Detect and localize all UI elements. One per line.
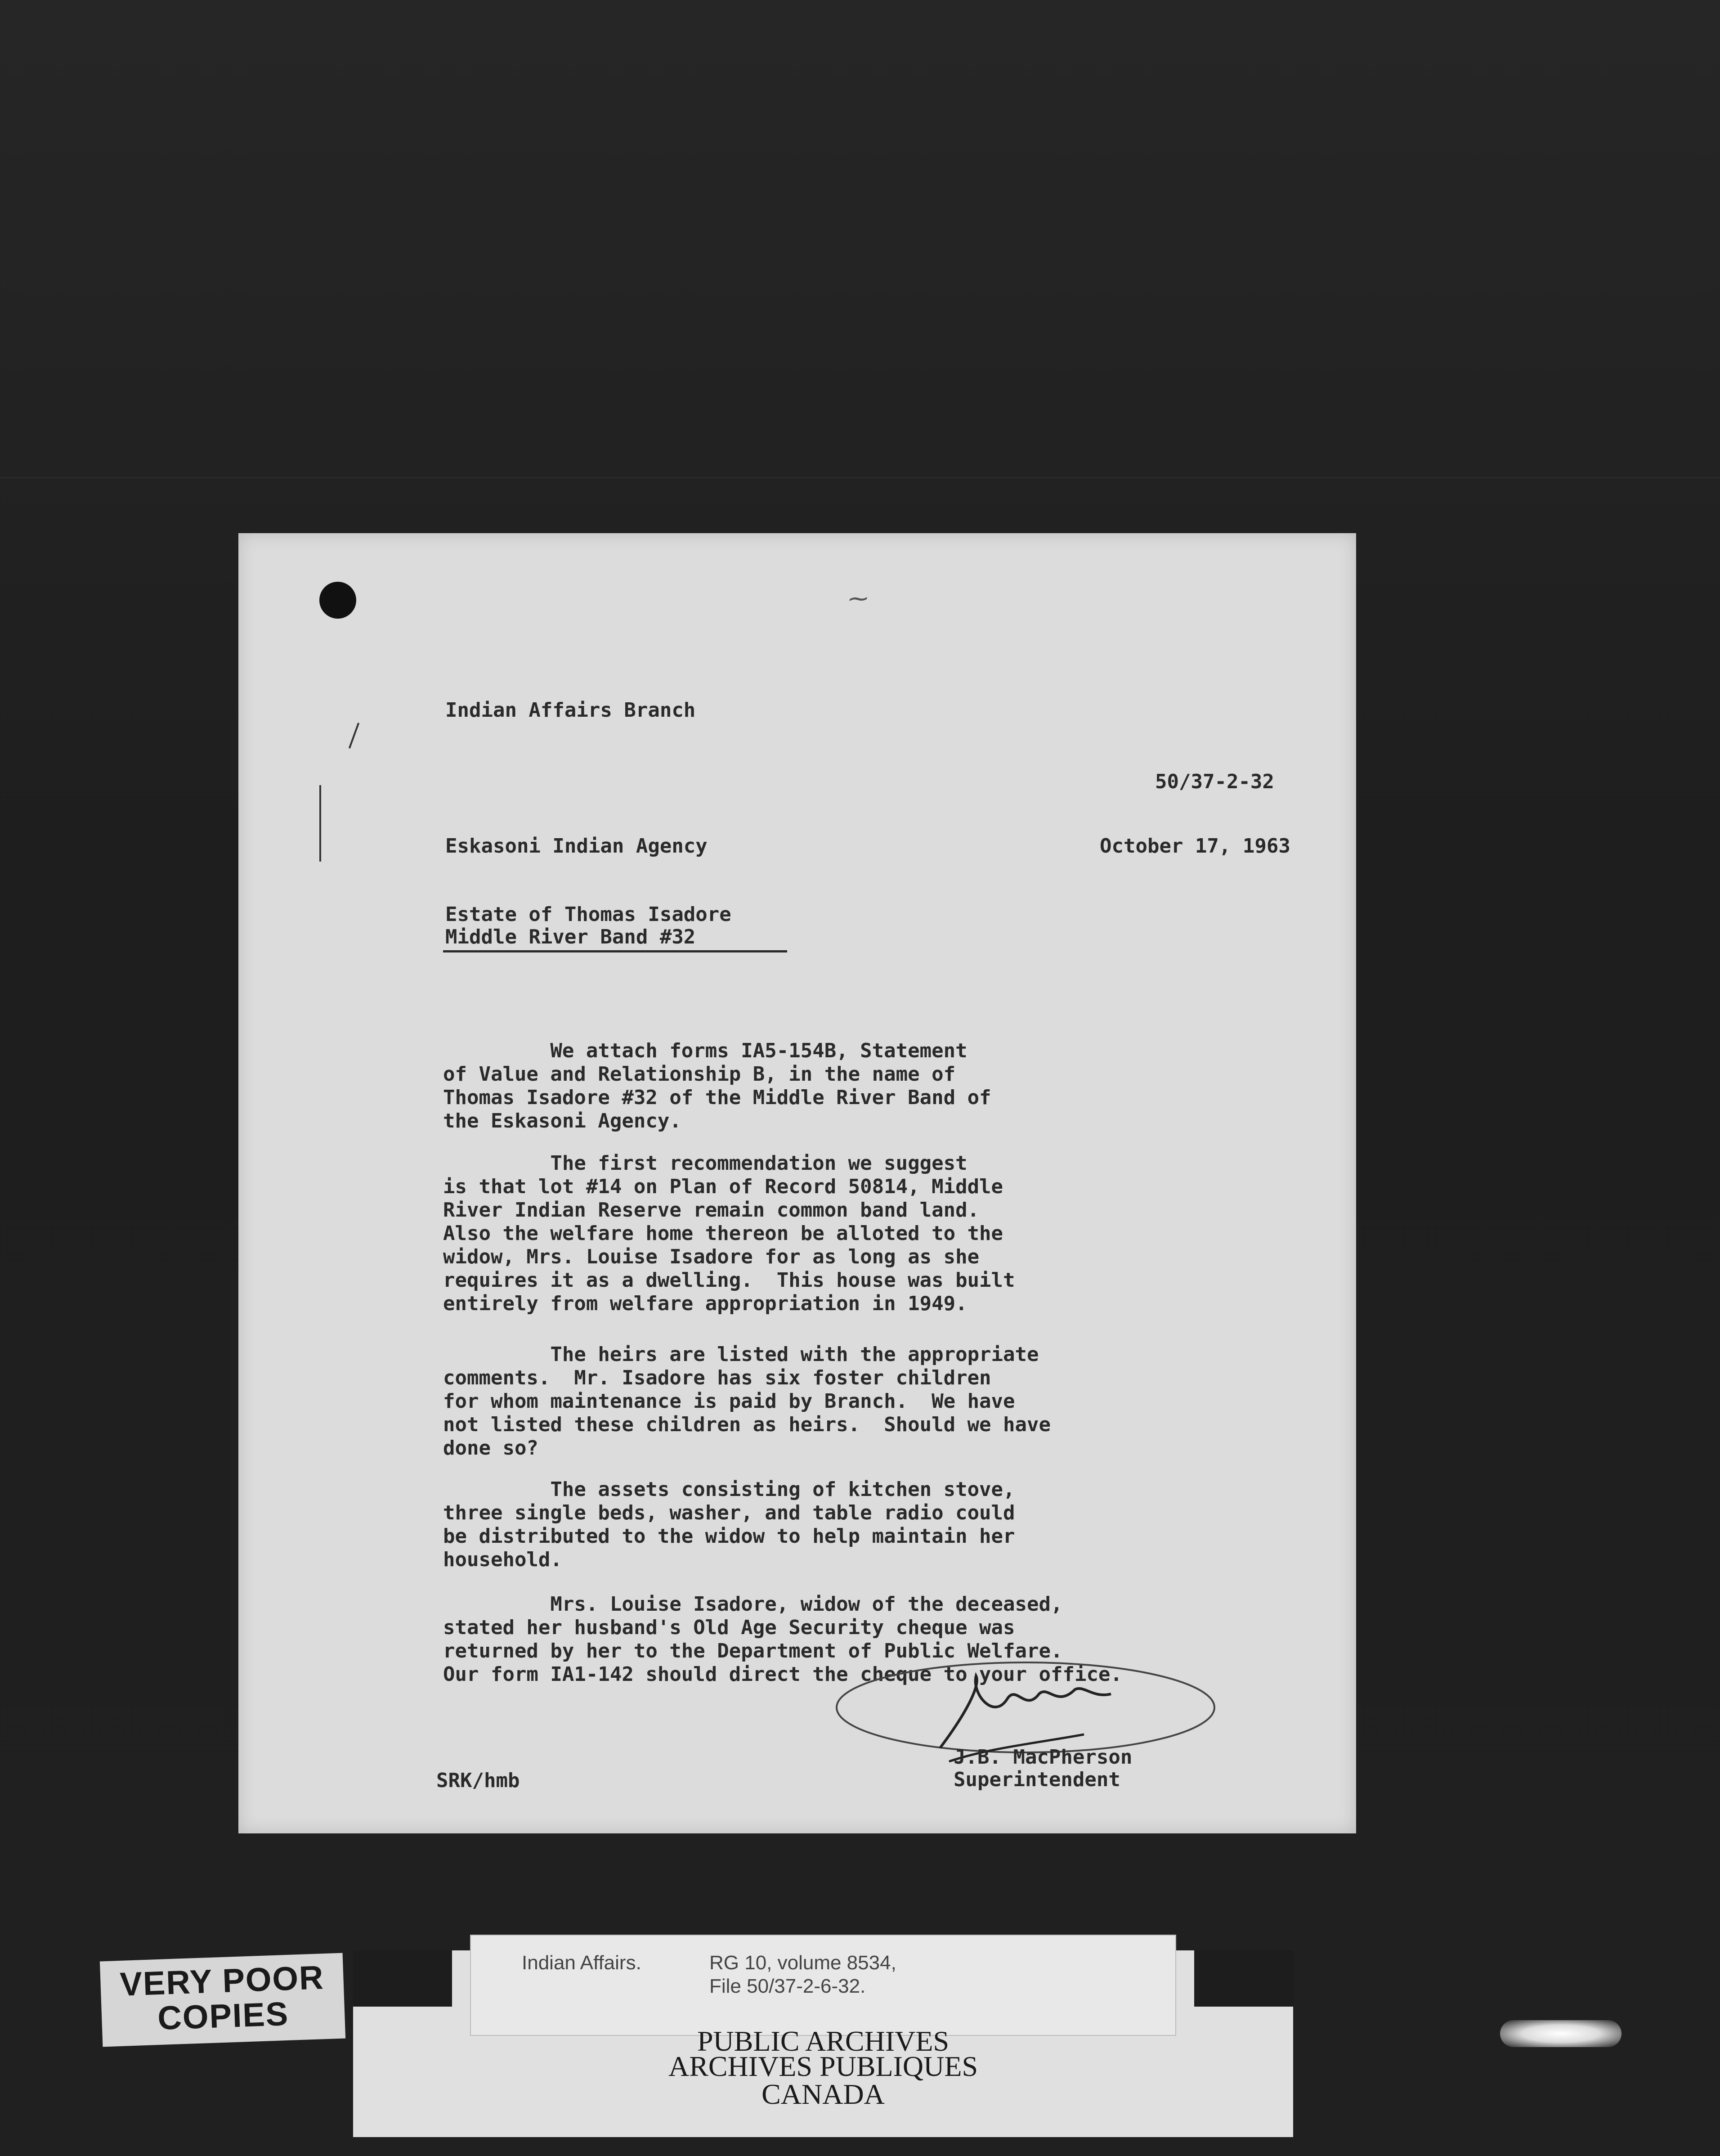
file-number: 50/37-2-32 xyxy=(1155,770,1274,793)
subject-line: Estate of Thomas Isadore xyxy=(445,903,731,926)
archive-country: CANADA xyxy=(761,2078,885,2110)
archive-name-fr: ARCHIVES PUBLIQUES xyxy=(668,2050,978,2082)
light-flare xyxy=(1500,2020,1621,2047)
margin-mark xyxy=(349,723,359,749)
card-notch xyxy=(353,1950,452,2007)
sender-heading: Indian Affairs Branch xyxy=(445,699,696,722)
signatory-title: Superintendent xyxy=(954,1768,1120,1791)
letter-date: October 17, 1963 xyxy=(1100,835,1290,858)
letter-page xyxy=(238,533,1356,1833)
archive-name-en: PUBLIC ARCHIVES xyxy=(697,2025,950,2057)
body-paragraph: The assets consisting of kitchen stove, three single beds, washer, and table radio could be distributed to the widow to help maintain her household. xyxy=(443,1478,1015,1571)
card-notch xyxy=(1194,1950,1293,2007)
body-paragraph: We attach forms IA5-154B, Statement of Value and Relationship B, in the name of Thomas Isadore #32 of the Middle River Band of the Eskasoni Agency. xyxy=(443,1039,991,1132)
quality-warning-label xyxy=(100,1953,345,2047)
reference-volume: RG 10, volume 8534, xyxy=(709,1952,896,1974)
agency-name: Eskasoni Indian Agency xyxy=(445,835,708,858)
handwritten-mark: ⁓ xyxy=(848,588,866,609)
reference-file: File 50/37-2-6-32. xyxy=(709,1975,866,1997)
reference-fonds: Indian Affairs. xyxy=(522,1952,641,1974)
film-scratch xyxy=(0,477,1720,478)
punch-hole xyxy=(319,582,356,619)
margin-bracket xyxy=(319,785,321,862)
subject-line: Middle River Band #32 xyxy=(445,925,696,948)
typist-initials: SRK/hmb xyxy=(436,1769,520,1792)
body-paragraph: The first recommendation we suggest is that lot #14 on Plan of Record 50814, Middle River Indian Reserve remain common band land. Also the welfare home thereon be alloted to the widow, Mrs. Louise Isadore for as long as she requires it as a dwelling. This house was built entirely from welfare appropriation in 1949. xyxy=(443,1152,1015,1315)
signatory-name: J.B. MacPherson xyxy=(954,1746,1133,1769)
subject-underline xyxy=(443,950,787,952)
label-line: VERY POOR xyxy=(119,1958,325,2003)
body-paragraph: Mrs. Louise Isadore, widow of the deceased, stated her husband's Old Age Security cheque was returned by her to the Department of Public Welfare. Our form IA1-142 should direct the cheque to your office. xyxy=(443,1593,1122,1686)
label-line: COPIES xyxy=(157,1994,290,2037)
body-paragraph: The heirs are listed with the appropriate comments. Mr. Isadore has six foster children for whom maintenance is paid by Branch. We have not listed these children as heirs. Should we have done so? xyxy=(443,1343,1051,1460)
